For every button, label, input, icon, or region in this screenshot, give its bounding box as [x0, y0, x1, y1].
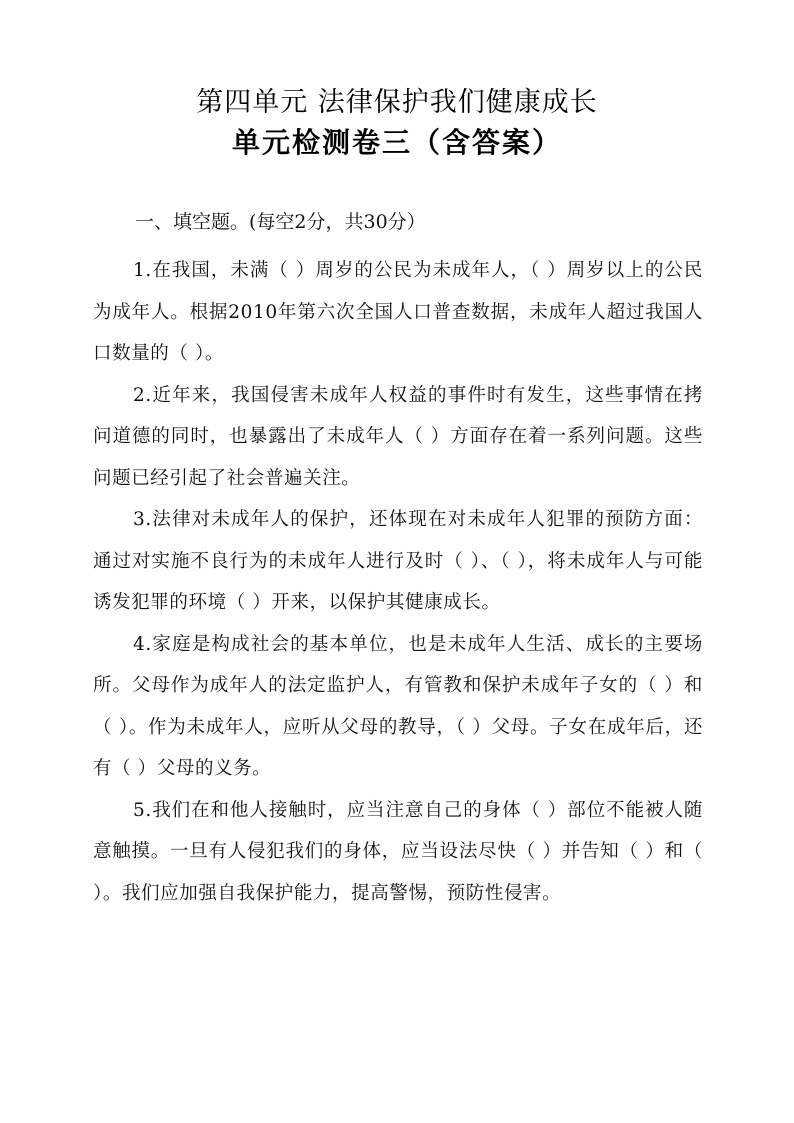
question-2: 2.近年来，我国侵害未成年人权益的事件时有发生，这些事情在拷问道德的同时，也暴露出了未成年人（ ）方面存在着一系列问题。这些问题已经引起了社会普遍关注。	[93, 384, 703, 489]
question-4: 4.家庭是构成社会的基本单位，也是未成年人生活、成长的主要场所。父母作为成年人的法定监护人，有管教和保护未成年子女的（ ）和（ ）。作为未成年人，应听从父母的教导，（ ）父母。子女在成年后，还有（ ）父母的义务。	[93, 633, 703, 779]
document-title: 第四单元 法律保护我们健康成长	[196, 87, 598, 118]
question-3: 3.法律对未成年人的保护，还体现在对未成年人犯罪的预防方面：通过对实施不良行为的未成年人进行及时（ ）、（ ），将未成年人与可能诱发犯罪的环境（ ）开来，以保护其健康成长。	[93, 509, 703, 613]
document-subtitle: 单元检测卷三（含答案）	[231, 126, 562, 159]
question-5: 5.我们在和他人接触时，应当注意自己的身体（ ）部位不能被人随意触摸。一旦有人侵犯我们的身体，应当设法尽快（ ）并告知（ ）和（ ）。我们应加强自我保护能力，提高警惕，预防性侵害。	[93, 799, 703, 904]
question-list	[93, 250, 703, 914]
question-1: 1.在我国，未满（ ）周岁的公民为未成年人，（ ）周岁以上的公民为成年人。根据2010年第六次全国人口普查数据，未成年人超过我国人口数量的（ ）。	[93, 260, 703, 364]
section-heading-fill-in-blank: 一、填空题。(每空2分，共30分）	[135, 211, 426, 233]
